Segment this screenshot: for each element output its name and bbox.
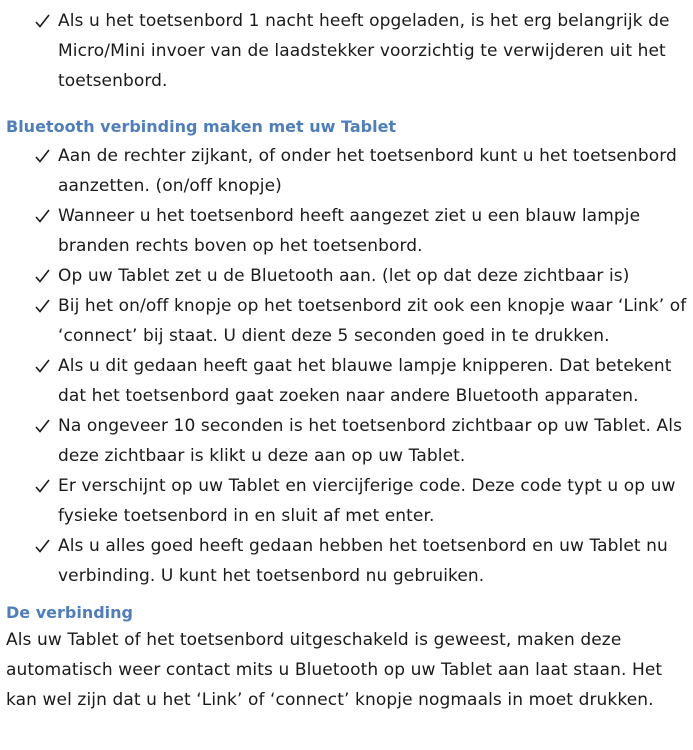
- bluetooth-checklist: [0, 141, 693, 591]
- checklist-item: [0, 6, 693, 96]
- section-heading-bluetooth: Bluetooth verbinding maken met uw Tablet: [6, 117, 397, 136]
- checklist-item-text: Als u het toetsenbord 1 nacht heeft opgeladen, is het erg belangrijk de Micro/Mini invoer van de laadstekker voorzichtig te verwijderen uit het toetsenbord.: [58, 11, 670, 91]
- checklist-item-text: Bij het on/off knopje op het toetsenbord zit ook een knopje waar ‘Link’ of ‘connect’ bij staat. U dient deze 5 seconden goed in te drukken.: [58, 296, 687, 346]
- checkmark-icon: [33, 201, 51, 231]
- checklist-item: [0, 411, 693, 471]
- checklist-item: [0, 201, 693, 261]
- checklist-item-text: Als u dit gedaan heeft gaat het blauwe lampje knipperen. Dat betekent dat het toetsenbord gaat zoeken naar andere Bluetooth apparaten.: [58, 356, 672, 406]
- checkmark-icon: [33, 261, 51, 291]
- checkmark-icon: [33, 531, 51, 561]
- intro-checklist: [0, 6, 693, 96]
- checklist-item-text: Wanneer u het toetsenbord heeft aangezet ziet u een blauw lampje branden rechts boven op het toetsenbord.: [58, 206, 641, 256]
- section-heading-connection: De verbinding: [6, 603, 133, 622]
- checklist-item: [0, 471, 693, 531]
- checkmark-icon: [33, 291, 51, 321]
- checklist-item-text: Als u alles goed heeft gedaan hebben het toetsenbord en uw Tablet nu verbinding. U kunt het toetsenbord nu gebruiken.: [58, 536, 668, 586]
- checklist-item-text: Er verschijnt op uw Tablet en viercijferige code. Deze code typt u op uw fysieke toetsenbord in en sluit af met enter.: [58, 476, 676, 526]
- checkmark-icon: [33, 6, 51, 36]
- checkmark-icon: [33, 141, 51, 171]
- checklist-item: [0, 141, 693, 201]
- checklist-item-text: Op uw Tablet zet u de Bluetooth aan. (let op dat deze zichtbaar is): [58, 266, 630, 286]
- checklist-item: [0, 351, 693, 411]
- checklist-item-text: Aan de rechter zijkant, of onder het toetsenbord kunt u het toetsenbord aanzetten. (on/off knopje): [58, 146, 677, 196]
- checklist-item: [0, 261, 693, 291]
- connection-paragraph: Als uw Tablet of het toetsenbord uitgeschakeld is geweest, maken deze automatisch weer contact mits u Bluetooth op uw Tablet aan laat staan. Het kan wel zijn dat u het ‘Link’ of ‘connect’ knopje nogmaals in moet drukken.: [6, 630, 663, 710]
- checklist-item: [0, 531, 693, 591]
- checkmark-icon: [33, 471, 51, 501]
- checklist-item-text: Na ongeveer 10 seconden is het toetsenbord zichtbaar op uw Tablet. Als deze zichtbaar is klikt u deze aan op uw Tablet.: [58, 416, 683, 466]
- checkmark-icon: [33, 351, 51, 381]
- checklist-item: [0, 291, 693, 351]
- checkmark-icon: [33, 411, 51, 441]
